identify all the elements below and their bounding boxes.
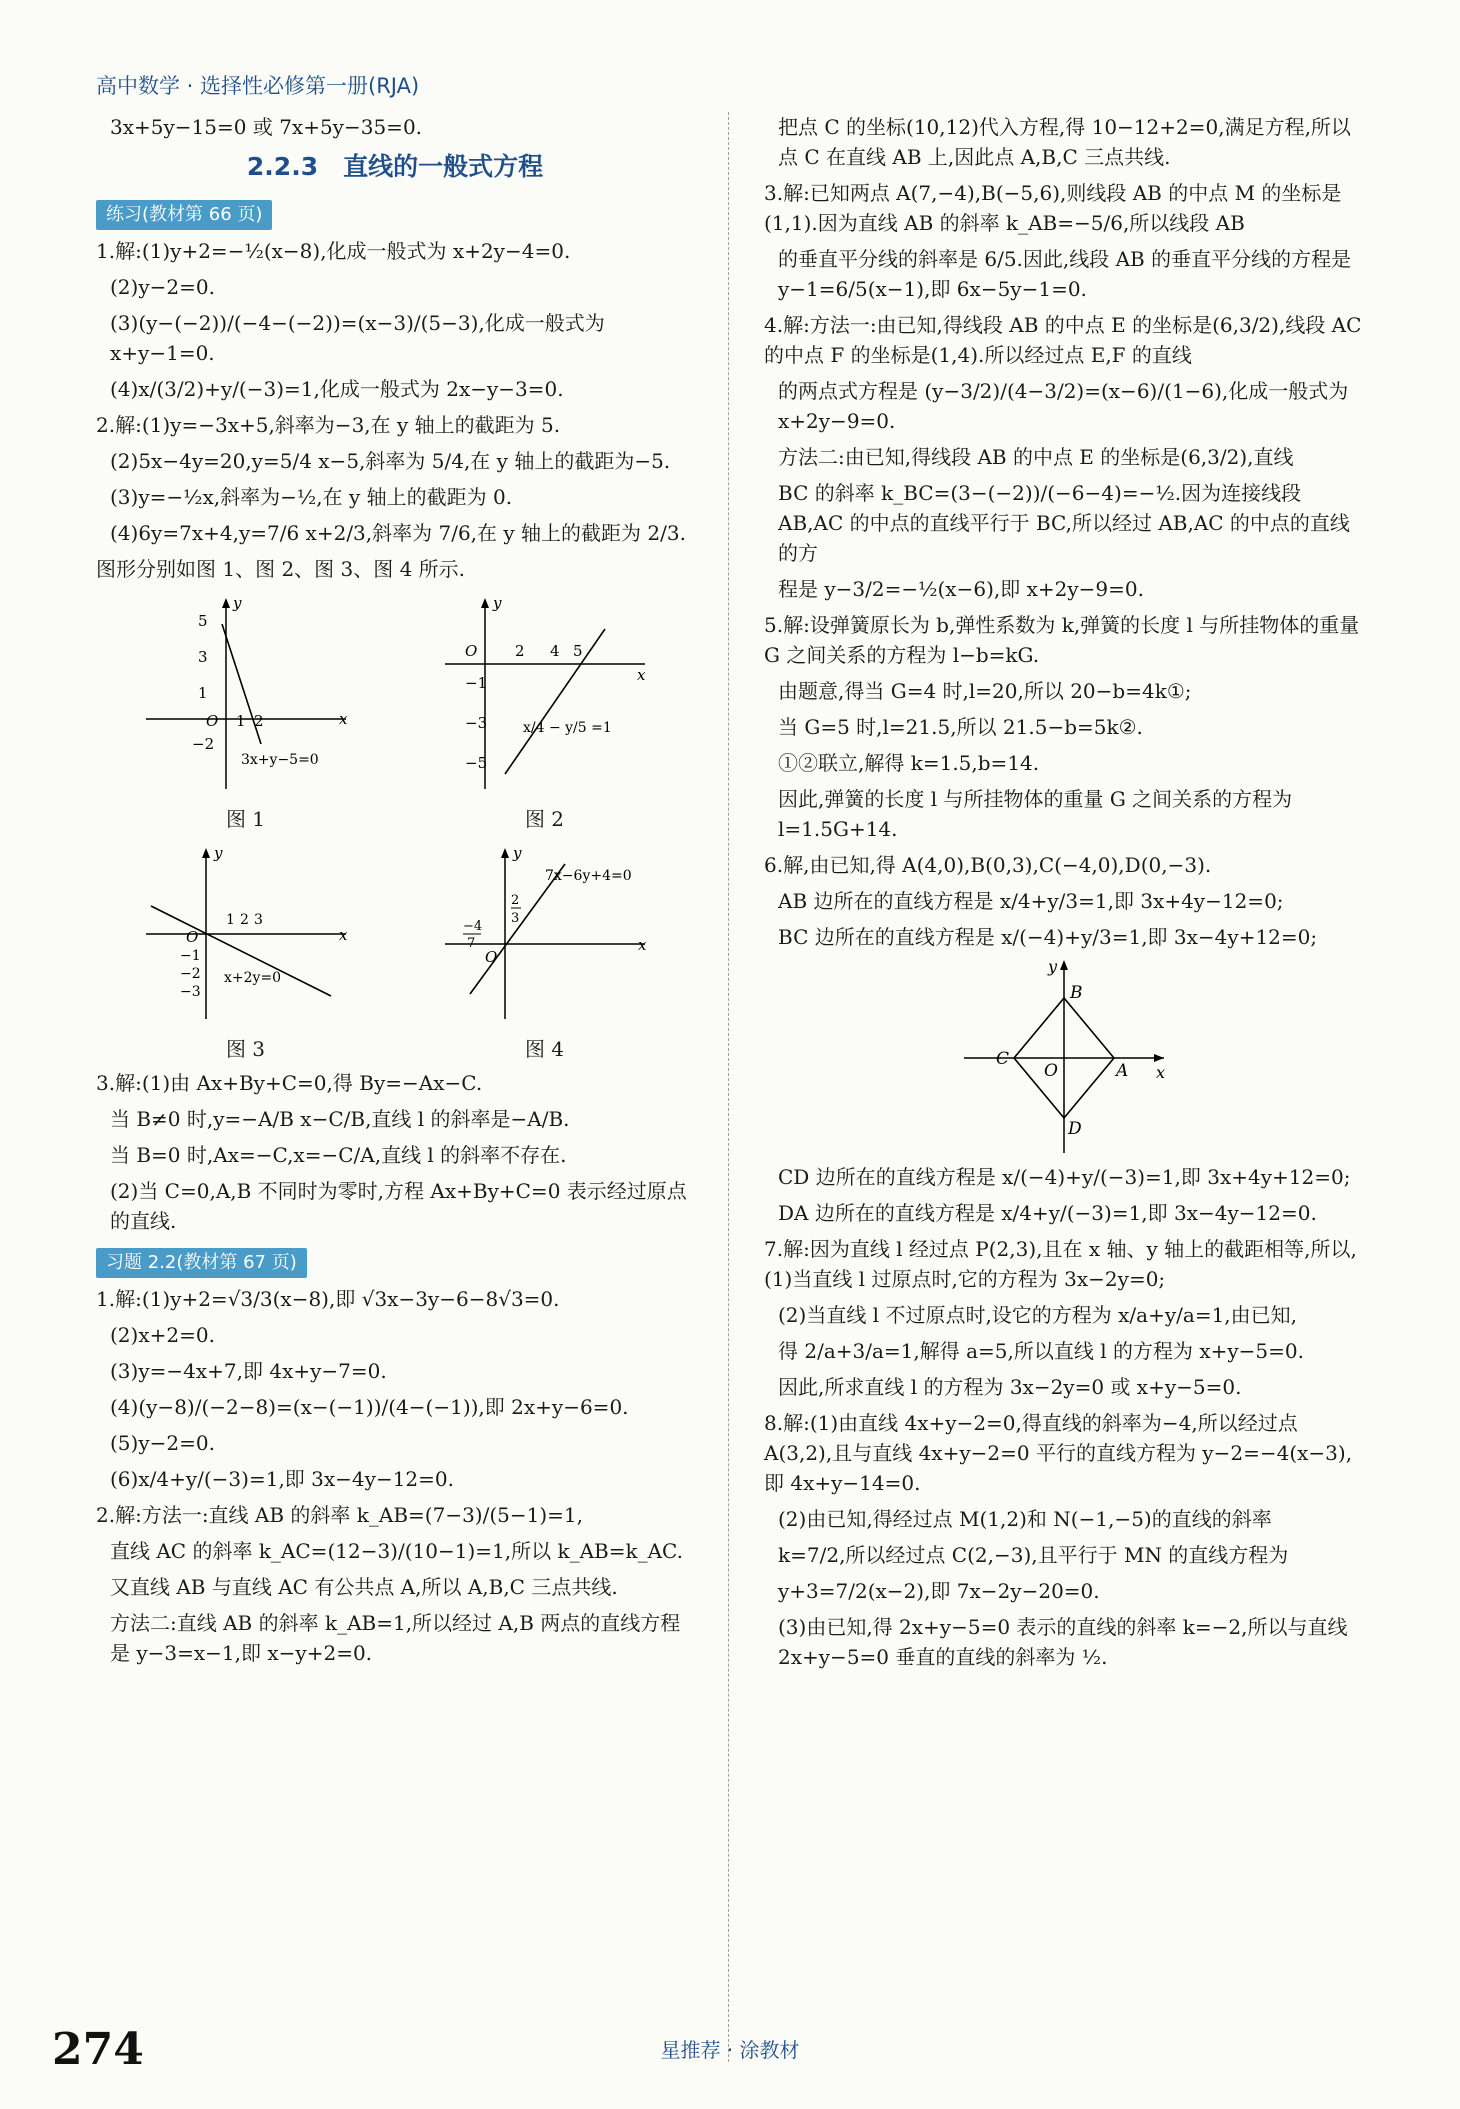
svg-text:−3: −3	[179, 983, 201, 1000]
svg-text:2: 2	[514, 641, 525, 660]
figure-4	[435, 844, 655, 1064]
svg-text:O: O	[205, 711, 218, 730]
r4-line: 方法二:由已知,得线段 AB 的中点 E 的坐标是(6,3/2),直线	[778, 445, 1294, 469]
r6-line: DA 边所在的直线方程是 x/4+y/(−3)=1,即 3x−4y−12=0.	[778, 1201, 1317, 1225]
fig4-eq: 7x−6y+4=0	[544, 867, 632, 884]
fig2-caption: 图 2	[524, 806, 565, 831]
svg-text:1: 1	[197, 683, 208, 702]
r3-line: 的垂直平分线的斜率是 6/5.因此,线段 AB 的垂直平分线的方程是 y−1=6/5(x−1),即 6x−5y−1=0.	[778, 247, 1352, 301]
svg-text:3: 3	[510, 910, 519, 926]
svg-text:y: y	[1048, 958, 1058, 976]
svg-text:−4: −4	[462, 918, 482, 934]
r6-line: CD 边所在的直线方程是 x/(−4)+y/(−3)=1,即 3x+4y+12=0;	[778, 1165, 1351, 1189]
figure-3	[136, 844, 356, 1064]
top-line: 3x+5y−15=0 或 7x+5y−35=0.	[110, 115, 423, 139]
ex1-line: (3)y=−4x+7,即 4x+y−7=0.	[110, 1358, 387, 1383]
ex1-line: (6)x/4+y/(−3)=1,即 3x−4y−12=0.	[110, 1466, 454, 1491]
svg-text:2: 2	[510, 892, 519, 908]
svg-text:x: x	[1156, 1063, 1166, 1082]
column-divider	[728, 112, 729, 2062]
q2-line: 图形分别如图 1、图 2、图 3、图 4 所示.	[96, 556, 466, 581]
graph-2	[435, 594, 655, 794]
ex1-line: (5)y−2=0.	[110, 1430, 215, 1455]
svg-text:5: 5	[197, 611, 208, 630]
right-column	[764, 112, 1364, 1678]
q3-line: 当 B≠0 时,y=−A/B x−C/B,直线 l 的斜率是−A/B.	[110, 1106, 570, 1131]
svg-text:3: 3	[253, 911, 263, 928]
svg-text:A: A	[1116, 1061, 1129, 1081]
r8-line: y+3=7/2(x−2),即 7x−2y−20=0.	[778, 1579, 1100, 1603]
svg-text:−5: −5	[464, 753, 487, 772]
r7-line: 因此,所求直线 l 的方程为 3x−2y=0 或 x+y−5=0.	[778, 1375, 1242, 1399]
r4-line: 的两点式方程是 (y−3/2)/(4−3/2)=(x−6)/(1−6),化成一般式为 x+2y−9=0.	[778, 379, 1349, 433]
svg-text:y: y	[213, 843, 222, 862]
q1-line: 1.解:(1)y+2=−½(x−8),化成一般式为 x+2y−4=0.	[96, 238, 571, 263]
svg-text:3: 3	[197, 647, 208, 666]
r7-line: 得 2/a+3/a=1,解得 a=5,所以直线 l 的方程为 x+y−5=0.	[778, 1339, 1304, 1363]
svg-text:y: y	[232, 593, 241, 612]
graph-4	[435, 844, 655, 1024]
r6-line: BC 边所在的直线方程是 x/(−4)+y/3=1,即 3x−4y+12=0;	[778, 925, 1318, 949]
ex2-line: 又直线 AB 与直线 AC 有公共点 A,所以 A,B,C 三点共线.	[110, 1574, 618, 1599]
r5-line: ①②联立,解得 k=1.5,b=14.	[778, 751, 1040, 775]
fig3-caption: 图 3	[225, 1036, 266, 1061]
r5-line: 由题意,得当 G=4 时,l=20,所以 20−b=4k①;	[778, 679, 1192, 703]
svg-text:O: O	[1044, 1061, 1058, 1081]
exercise-tag: 习题 2.2(教材第 67 页)	[96, 1248, 307, 1278]
svg-text:−1: −1	[464, 673, 487, 692]
svg-text:4: 4	[549, 641, 560, 660]
page-number: 274	[52, 2024, 144, 2075]
svg-text:x: x	[338, 925, 347, 944]
r-intro: 把点 C 的坐标(10,12)代入方程,得 10−12+2=0,满足方程,所以点 C 在直线 AB 上,因此点 A,B,C 三点共线.	[778, 115, 1351, 169]
svg-text:y: y	[512, 843, 521, 862]
r4-line: BC 的斜率 k_BC=(3−(−2))/(−6−4)=−½.因为连接线段 AB,AC 的中点的直线平行于 BC,所以经过 AB,AC 的中点的直线的方	[778, 481, 1350, 565]
ex1-line: 1.解:(1)y+2=√3/3(x−8),即 √3x−3y−6−8√3=0.	[96, 1286, 560, 1311]
svg-text:O: O	[185, 927, 198, 946]
r8-line: k=7/2,所以经过点 C(2,−3),且平行于 MN 的直线方程为	[778, 1543, 1289, 1567]
figure-1	[136, 594, 356, 834]
rhombus-figure	[764, 958, 1364, 1158]
r8-line: (2)由已知,得经过点 M(1,2)和 N(−1,−5)的直线的斜率	[778, 1507, 1272, 1531]
q2-line: (3)y=−½x,斜率为−½,在 y 轴上的截距为 0.	[110, 484, 513, 509]
footer-brand: 星推荐 · 涂教材	[660, 2038, 800, 2062]
r6-line: 6.解,由已知,得 A(4,0),B(0,3),C(−4,0),D(0,−3).	[764, 853, 1212, 877]
q2-line: (2)5x−4y=20,y=5/4 x−5,斜率为 5/4,在 y 轴上的截距为−5.	[110, 448, 671, 473]
figure-2	[435, 594, 655, 834]
q3-line: 3.解:(1)由 Ax+By+C=0,得 By=−Ax−C.	[96, 1070, 483, 1095]
svg-text:x: x	[637, 935, 646, 954]
svg-text:−3: −3	[464, 713, 487, 732]
q3-line: (2)当 C=0,A,B 不同时为零时,方程 Ax+By+C=0 表示经过原点的直线.	[110, 1178, 687, 1233]
section-title: 2.2.3 直线的一般式方程	[246, 152, 544, 181]
q2-line: 2.解:(1)y=−3x+5,斜率为−3,在 y 轴上的截距为 5.	[96, 412, 561, 437]
r5-line: 因此,弹簧的长度 l 与所挂物体的重量 G 之间关系的方程为 l=1.5G+14.	[778, 787, 1293, 841]
ex2-line: 方法二:直线 AB 的斜率 k_AB=1,所以经过 A,B 两点的直线方程是 y−3=x−1,即 x−y+2=0.	[110, 1610, 681, 1665]
r7-line: 7.解:因为直线 l 经过点 P(2,3),且在 x 轴、y 轴上的截距相等,所以,(1)当直线 l 过原点时,它的方程为 3x−2y=0;	[764, 1237, 1357, 1291]
fig4-caption: 图 4	[524, 1036, 565, 1061]
rhombus-graph	[954, 958, 1174, 1158]
svg-text:2: 2	[253, 711, 264, 730]
svg-text:y: y	[492, 593, 501, 612]
q3-line: 当 B=0 时,Ax=−C,x=−C/A,直线 l 的斜率不存在.	[110, 1142, 567, 1167]
left-column	[96, 112, 694, 1674]
graph-1	[136, 594, 356, 794]
q1-line: (4)x/(3/2)+y/(−3)=1,化成一般式为 2x−y−3=0.	[110, 376, 564, 401]
svg-text:D: D	[1068, 1119, 1082, 1139]
ex1-line: (4)(y−8)/(−2−8)=(x−(−1))/(4−(−1)),即 2x+y−6=0.	[110, 1394, 629, 1419]
svg-text:x: x	[338, 709, 347, 728]
graph-3	[136, 844, 356, 1024]
r8-line: 8.解:(1)由直线 4x+y−2=0,得直线的斜率为−4,所以经过点 A(3,2),且与直线 4x+y−2=0 平行的直线方程为 y−2=−4(x−3),即 4x+y−14=0.	[764, 1411, 1353, 1495]
q1-line: (3)(y−(−2))/(−4−(−2))=(x−3)/(5−3),化成一般式为 x+y−1=0.	[110, 310, 605, 365]
svg-text:x: x	[636, 665, 645, 684]
fig2-eq: x/4 − y/5 =1	[522, 719, 612, 736]
q2-line: (4)6y=7x+4,y=7/6 x+2/3,斜率为 7/6,在 y 轴上的截距为 2/3.	[110, 520, 686, 545]
r3-line: 3.解:已知两点 A(7,−4),B(−5,6),则线段 AB 的中点 M 的坐标是(1,1).因为直线 AB 的斜率 k_AB=−5/6,所以线段 AB	[764, 181, 1342, 235]
svg-text:B: B	[1070, 983, 1083, 1003]
r7-line: (2)当直线 l 不过原点时,设它的方程为 x/a+y/a=1,由已知,	[778, 1303, 1298, 1327]
svg-text:−2: −2	[191, 734, 214, 753]
running-header: 高中数学 · 选择性必修第一册(RJA)	[96, 74, 420, 98]
ex1-line: (2)x+2=0.	[110, 1322, 215, 1347]
r5-line: 当 G=5 时,l=21.5,所以 21.5−b=5k②.	[778, 715, 1143, 739]
r5-line: 5.解:设弹簧原长为 b,弹性系数为 k,弹簧的长度 l 与所挂物体的重量 G 之间关系的方程为 l−b=kG.	[764, 613, 1360, 667]
svg-text:1: 1	[225, 911, 235, 928]
ex2-line: 直线 AC 的斜率 k_AC=(12−3)/(10−1)=1,所以 k_AB=k_AC.	[110, 1538, 683, 1563]
svg-text:−1: −1	[179, 947, 201, 964]
r6-line: AB 边所在的直线方程是 x/4+y/3=1,即 3x+4y−12=0;	[778, 889, 1284, 913]
fig3-eq: x+2y=0	[223, 969, 281, 986]
svg-text:5: 5	[572, 641, 583, 660]
ex2-line: 2.解:方法一:直线 AB 的斜率 k_AB=(7−3)/(5−1)=1,	[96, 1502, 583, 1527]
practice-tag: 练习(教材第 66 页)	[96, 200, 272, 230]
r4-line: 程是 y−3/2=−½(x−6),即 x+2y−9=0.	[778, 577, 1144, 601]
svg-text:−2: −2	[179, 965, 201, 982]
svg-text:O: O	[464, 641, 477, 660]
svg-text:7: 7	[466, 935, 475, 951]
r8-line: (3)由已知,得 2x+y−5=0 表示的直线的斜率 k=−2,所以与直线 2x+y−5=0 垂直的直线的斜率为 ½.	[778, 1615, 1348, 1669]
svg-text:2: 2	[239, 911, 249, 928]
svg-text:C: C	[996, 1049, 1010, 1069]
r4-line: 4.解:方法一:由已知,得线段 AB 的中点 E 的坐标是(6,3/2),线段 AC 的中点 F 的坐标是(1,4).所以经过点 E,F 的直线	[764, 313, 1362, 367]
q1-line: (2)y−2=0.	[110, 274, 215, 299]
svg-text:1: 1	[235, 711, 246, 730]
fig1-caption: 图 1	[225, 806, 266, 831]
svg-text:O: O	[484, 947, 497, 966]
fig1-eq: 3x+y−5=0	[240, 751, 319, 768]
